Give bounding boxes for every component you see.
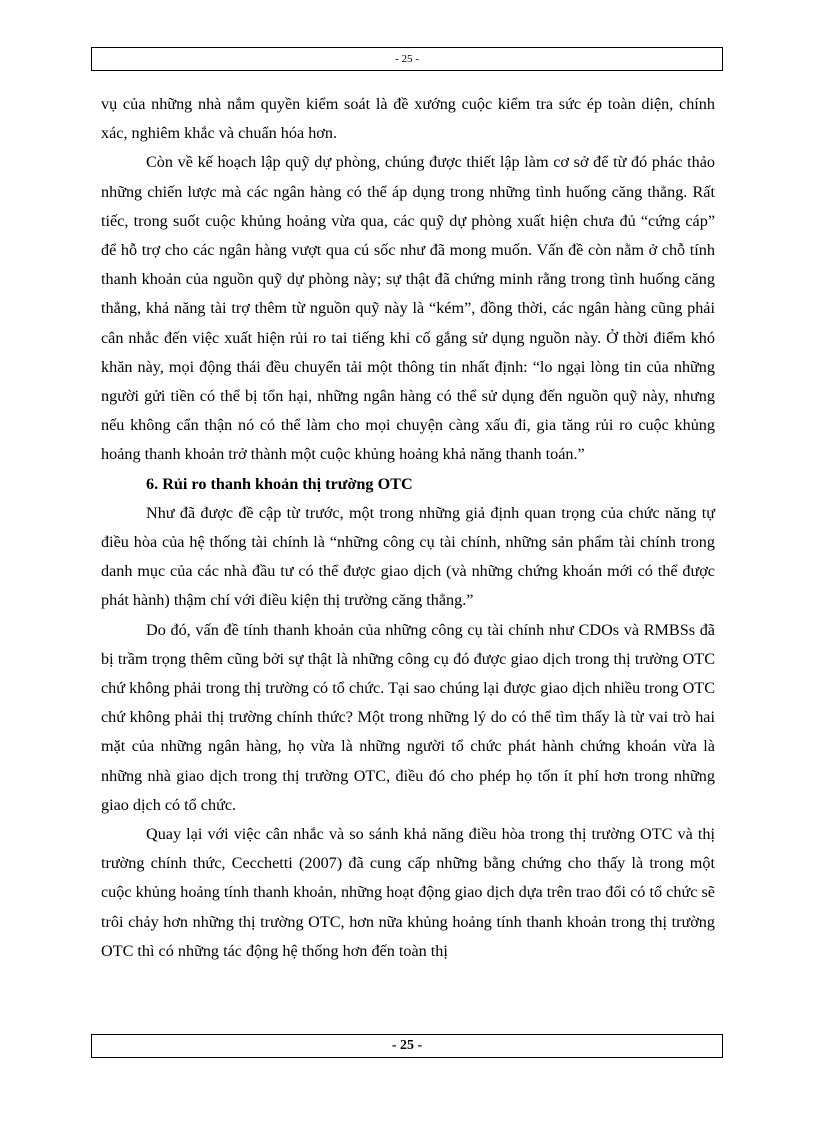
section-heading: 6. Rủi ro thanh khoản thị trường OTC (146, 474, 413, 493)
section-paragraph: Như đã được đề cập từ trước, một trong những giả định quan trọng của chức năng tự điều hòa của hệ thống tài chính là “những công cụ tài chính, những sản phẩm tài chính trong danh mục của các nhà đầu tư có thể được giao dịch (và những chứng khoán mới có thể được phát hành) thậm chí với điều kiện thị trường căng thẳng.” (101, 503, 715, 610)
document-body (101, 90, 715, 966)
page-header (91, 47, 723, 71)
section-paragraph: Do đó, vấn đề tính thanh khoản của những công cụ tài chính như CDOs và RMBSs đã bị trầm trọng thêm cũng bởi sự thật là những công cụ đó được giao dịch trong thị trường OTC chứ không phải trong thị trường có tổ chức. Tại sao chúng lại được giao dịch nhiều trong OTC chứ không phải thị trường chính thức? Một trong những lý do có thể tìm thấy là từ vai trò hai mặt của những ngân hàng, họ vừa là những người tổ chức phát hành chứng khoán vừa là những nhà giao dịch trong thị trường OTC, điều đó cho phép họ tốn ít phí hơn trong những giao dịch có tổ chức. (101, 620, 715, 814)
paragraph-contingency-funds: Còn về kế hoạch lập quỹ dự phòng, chúng được thiết lập làm cơ sở để từ đó phác thảo những chiến lược mà các ngân hàng có thể áp dụng trong những tình huống căng thẳng. Rất tiếc, trong suốt cuộc khủng hoảng vừa qua, các quỹ dự phòng xuất hiện chưa đủ “cứng cáp” để hỗ trợ cho các ngân hàng vượt qua cú sốc như đã mong muốn. Vấn đề còn nằm ở chỗ tính thanh khoản của nguồn quỹ dự phòng này; sự thật đã chứng minh rằng trong tình huống căng thẳng, khả năng tài trợ thêm từ nguồn quỹ này là “kém”, đồng thời, các ngân hàng cũng phải cân nhắc đến việc xuất hiện rủi ro tai tiếng khi cố gắng sử dụng nguồn này. Ở thời điểm khó khăn này, mọi động thái đều chuyển tải một thông tin nhất định: “lo ngại lòng tin của những người gửi tiền có thể bị tổn hại, những ngân hàng có thể sử dụng đến nguồn quỹ này, nhưng nếu không cẩn thận nó có thể làm cho mọi chuyện càng xấu đi, gia tăng rủi ro cuộc khủng hoảng thanh khoản trở thành một cuộc khủng hoảng khả năng thanh toán.” (101, 153, 715, 464)
footer-page-number: - 25 - (391, 1038, 423, 1053)
header-page-number: - 25 - (395, 53, 419, 65)
paragraph-continued: vụ của những nhà nắm quyền kiểm soát là đề xướng cuộc kiểm tra sức ép toàn diện, chính xác, nghiêm khắc và chuẩn hóa hơn. (101, 95, 715, 143)
section-paragraph: Quay lại với việc cân nhắc và so sánh khả năng điều hòa trong thị trường OTC và thị trường chính thức, Cecchetti (2007) đã cung cấp những bằng chứng cho thấy là trong một cuộc khủng hoảng tính thanh khoản, những hoạt động giao dịch dựa trên trao đổi có tổ chức sẽ trôi chảy hơn những thị trường OTC, hơn nữa khủng hoảng tính thanh khoản trong thị trường OTC thì có những tác động hệ thống hơn đến toàn thị (101, 825, 715, 960)
page-footer (91, 1034, 723, 1058)
